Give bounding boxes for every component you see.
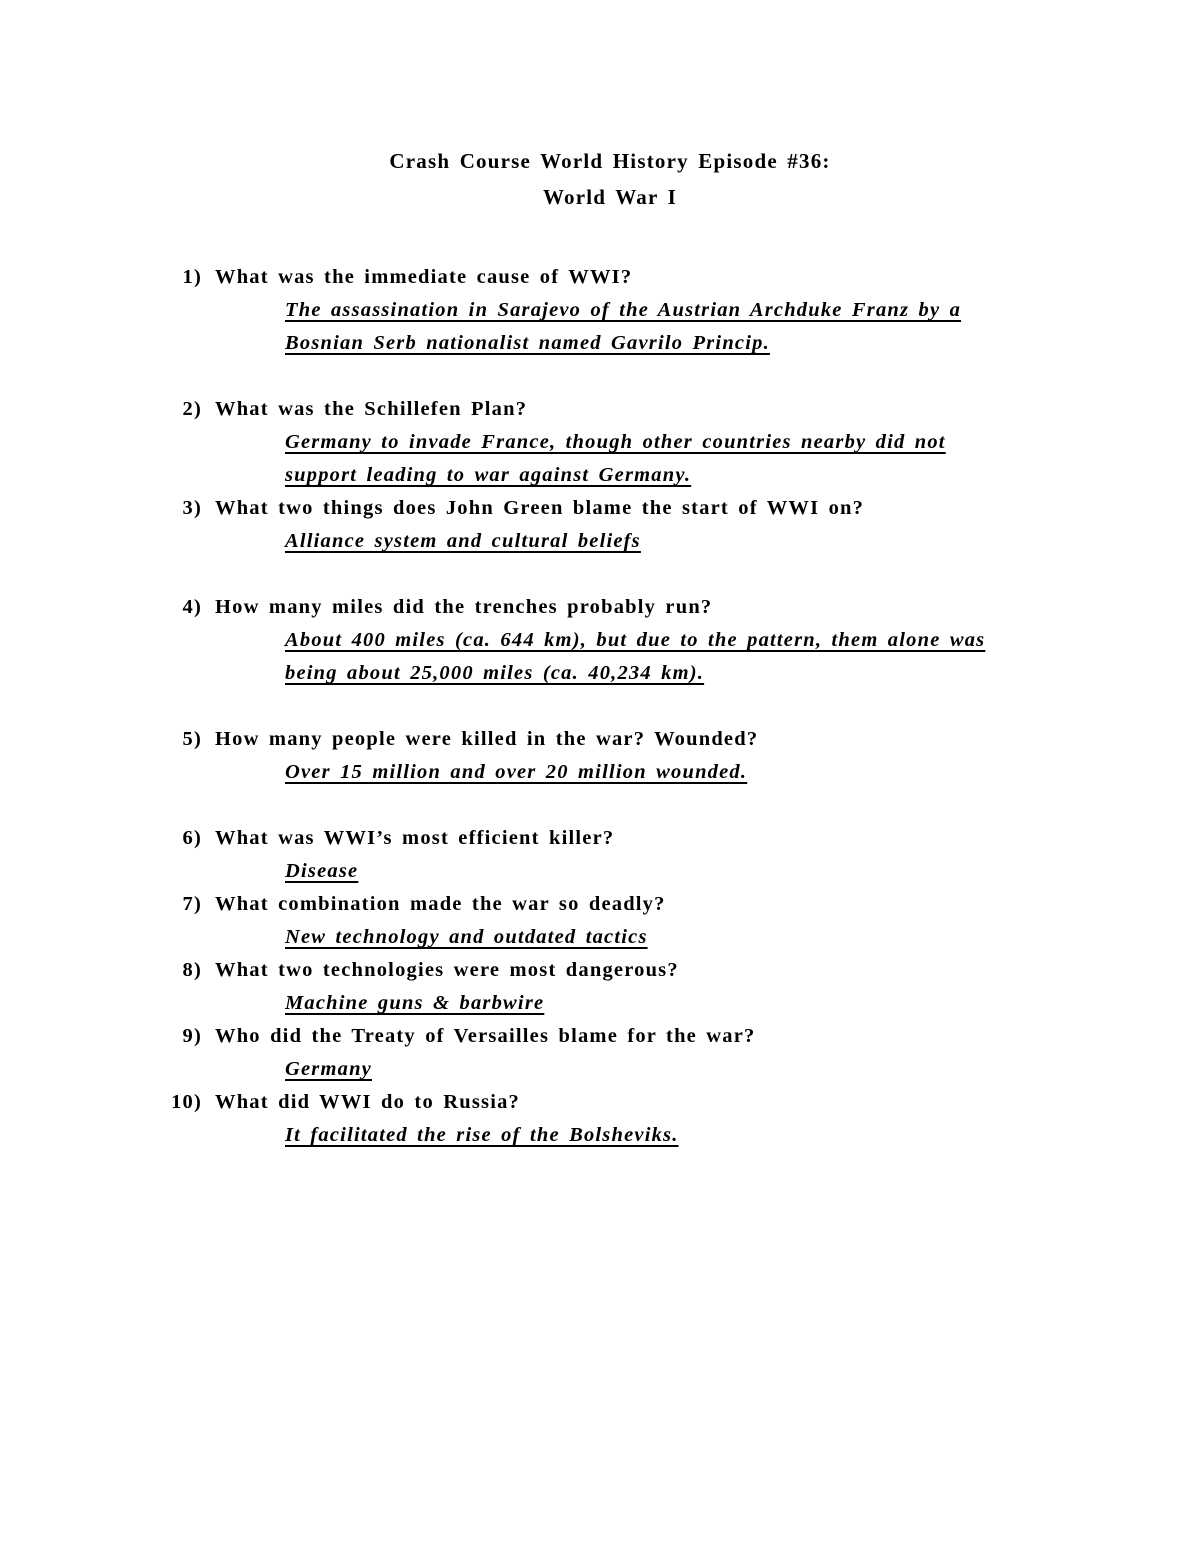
answer (285, 624, 1050, 690)
question-row (170, 888, 1050, 921)
document-title (170, 143, 1050, 215)
qa-item (170, 822, 1050, 888)
answer-line: Disease (285, 860, 359, 882)
question-number: 1) (182, 266, 202, 288)
question-number: 6) (182, 827, 202, 849)
question-row (170, 492, 1050, 525)
answer-line: Alliance system and cultural beliefs (285, 530, 641, 552)
question-number: 8) (182, 959, 202, 981)
question-number: 4) (182, 596, 202, 618)
question-number: 9) (182, 1025, 202, 1047)
answer (285, 921, 1050, 954)
question-text: What combination made the war so deadly? (215, 893, 666, 915)
qa-item (170, 1020, 1050, 1086)
answer-line: New technology and outdated tactics (285, 926, 648, 948)
question-row (170, 1020, 1050, 1053)
question-row (170, 261, 1050, 294)
title-line-1: Crash Course World History Episode #36: (389, 149, 831, 173)
qa-item (170, 591, 1050, 690)
answer-line: It facilitated the rise of the Bolsheviks. (285, 1124, 679, 1146)
question-number: 10) (171, 1091, 202, 1113)
question-text: What two technologies were most dangerous? (215, 959, 679, 981)
question-number: 5) (182, 728, 202, 750)
answer-line: support leading to war against Germany. (285, 464, 692, 486)
question-text: What was the Schillefen Plan? (215, 398, 528, 420)
question-number: 7) (182, 893, 202, 915)
question-row (170, 723, 1050, 756)
question-text: Who did the Treaty of Versailles blame for the war? (215, 1025, 756, 1047)
question-row (170, 591, 1050, 624)
qa-item (170, 393, 1050, 492)
qa-item (170, 954, 1050, 1020)
qa-item (170, 492, 1050, 558)
qa-item (170, 888, 1050, 954)
answer (285, 525, 1050, 558)
qa-item (170, 1086, 1050, 1152)
answer (285, 1053, 1050, 1086)
question-row (170, 393, 1050, 426)
answer-line: Germany to invade France, though other countries nearby did not (285, 431, 946, 453)
question-number: 3) (182, 497, 202, 519)
answer-line: Machine guns & barbwire (285, 992, 545, 1014)
answer-line: Germany (285, 1058, 372, 1080)
answer-line: About 400 miles (ca. 644 km), but due to the pattern, them alone was (285, 629, 986, 651)
title-line-2: World War I (543, 185, 677, 209)
question-list (170, 261, 1050, 1152)
answer-line: Bosnian Serb nationalist named Gavrilo Princip. (285, 332, 770, 354)
answer (285, 987, 1050, 1020)
question-row (170, 1086, 1050, 1119)
answer (285, 756, 1050, 789)
question-text: How many miles did the trenches probably run? (215, 596, 713, 618)
question-text: What was WWI’s most efficient killer? (215, 827, 615, 849)
question-row (170, 822, 1050, 855)
answer (285, 855, 1050, 888)
answer-line: being about 25,000 miles (ca. 40,234 km). (285, 662, 705, 684)
question-text: What was the immediate cause of WWI? (215, 266, 633, 288)
answer (285, 294, 1050, 360)
question-text: What did WWI do to Russia? (215, 1091, 520, 1113)
qa-item (170, 261, 1050, 360)
question-text: How many people were killed in the war? Wounded? (215, 728, 759, 750)
question-text: What two things does John Green blame the start of WWI on? (215, 497, 865, 519)
answer (285, 426, 1050, 492)
answer (285, 1119, 1050, 1152)
answer-line: The assassination in Sarajevo of the Austrian Archduke Franz by a (285, 299, 962, 321)
question-row (170, 954, 1050, 987)
answer-line: Over 15 million and over 20 million wounded. (285, 761, 748, 783)
question-number: 2) (182, 398, 202, 420)
qa-item (170, 723, 1050, 789)
